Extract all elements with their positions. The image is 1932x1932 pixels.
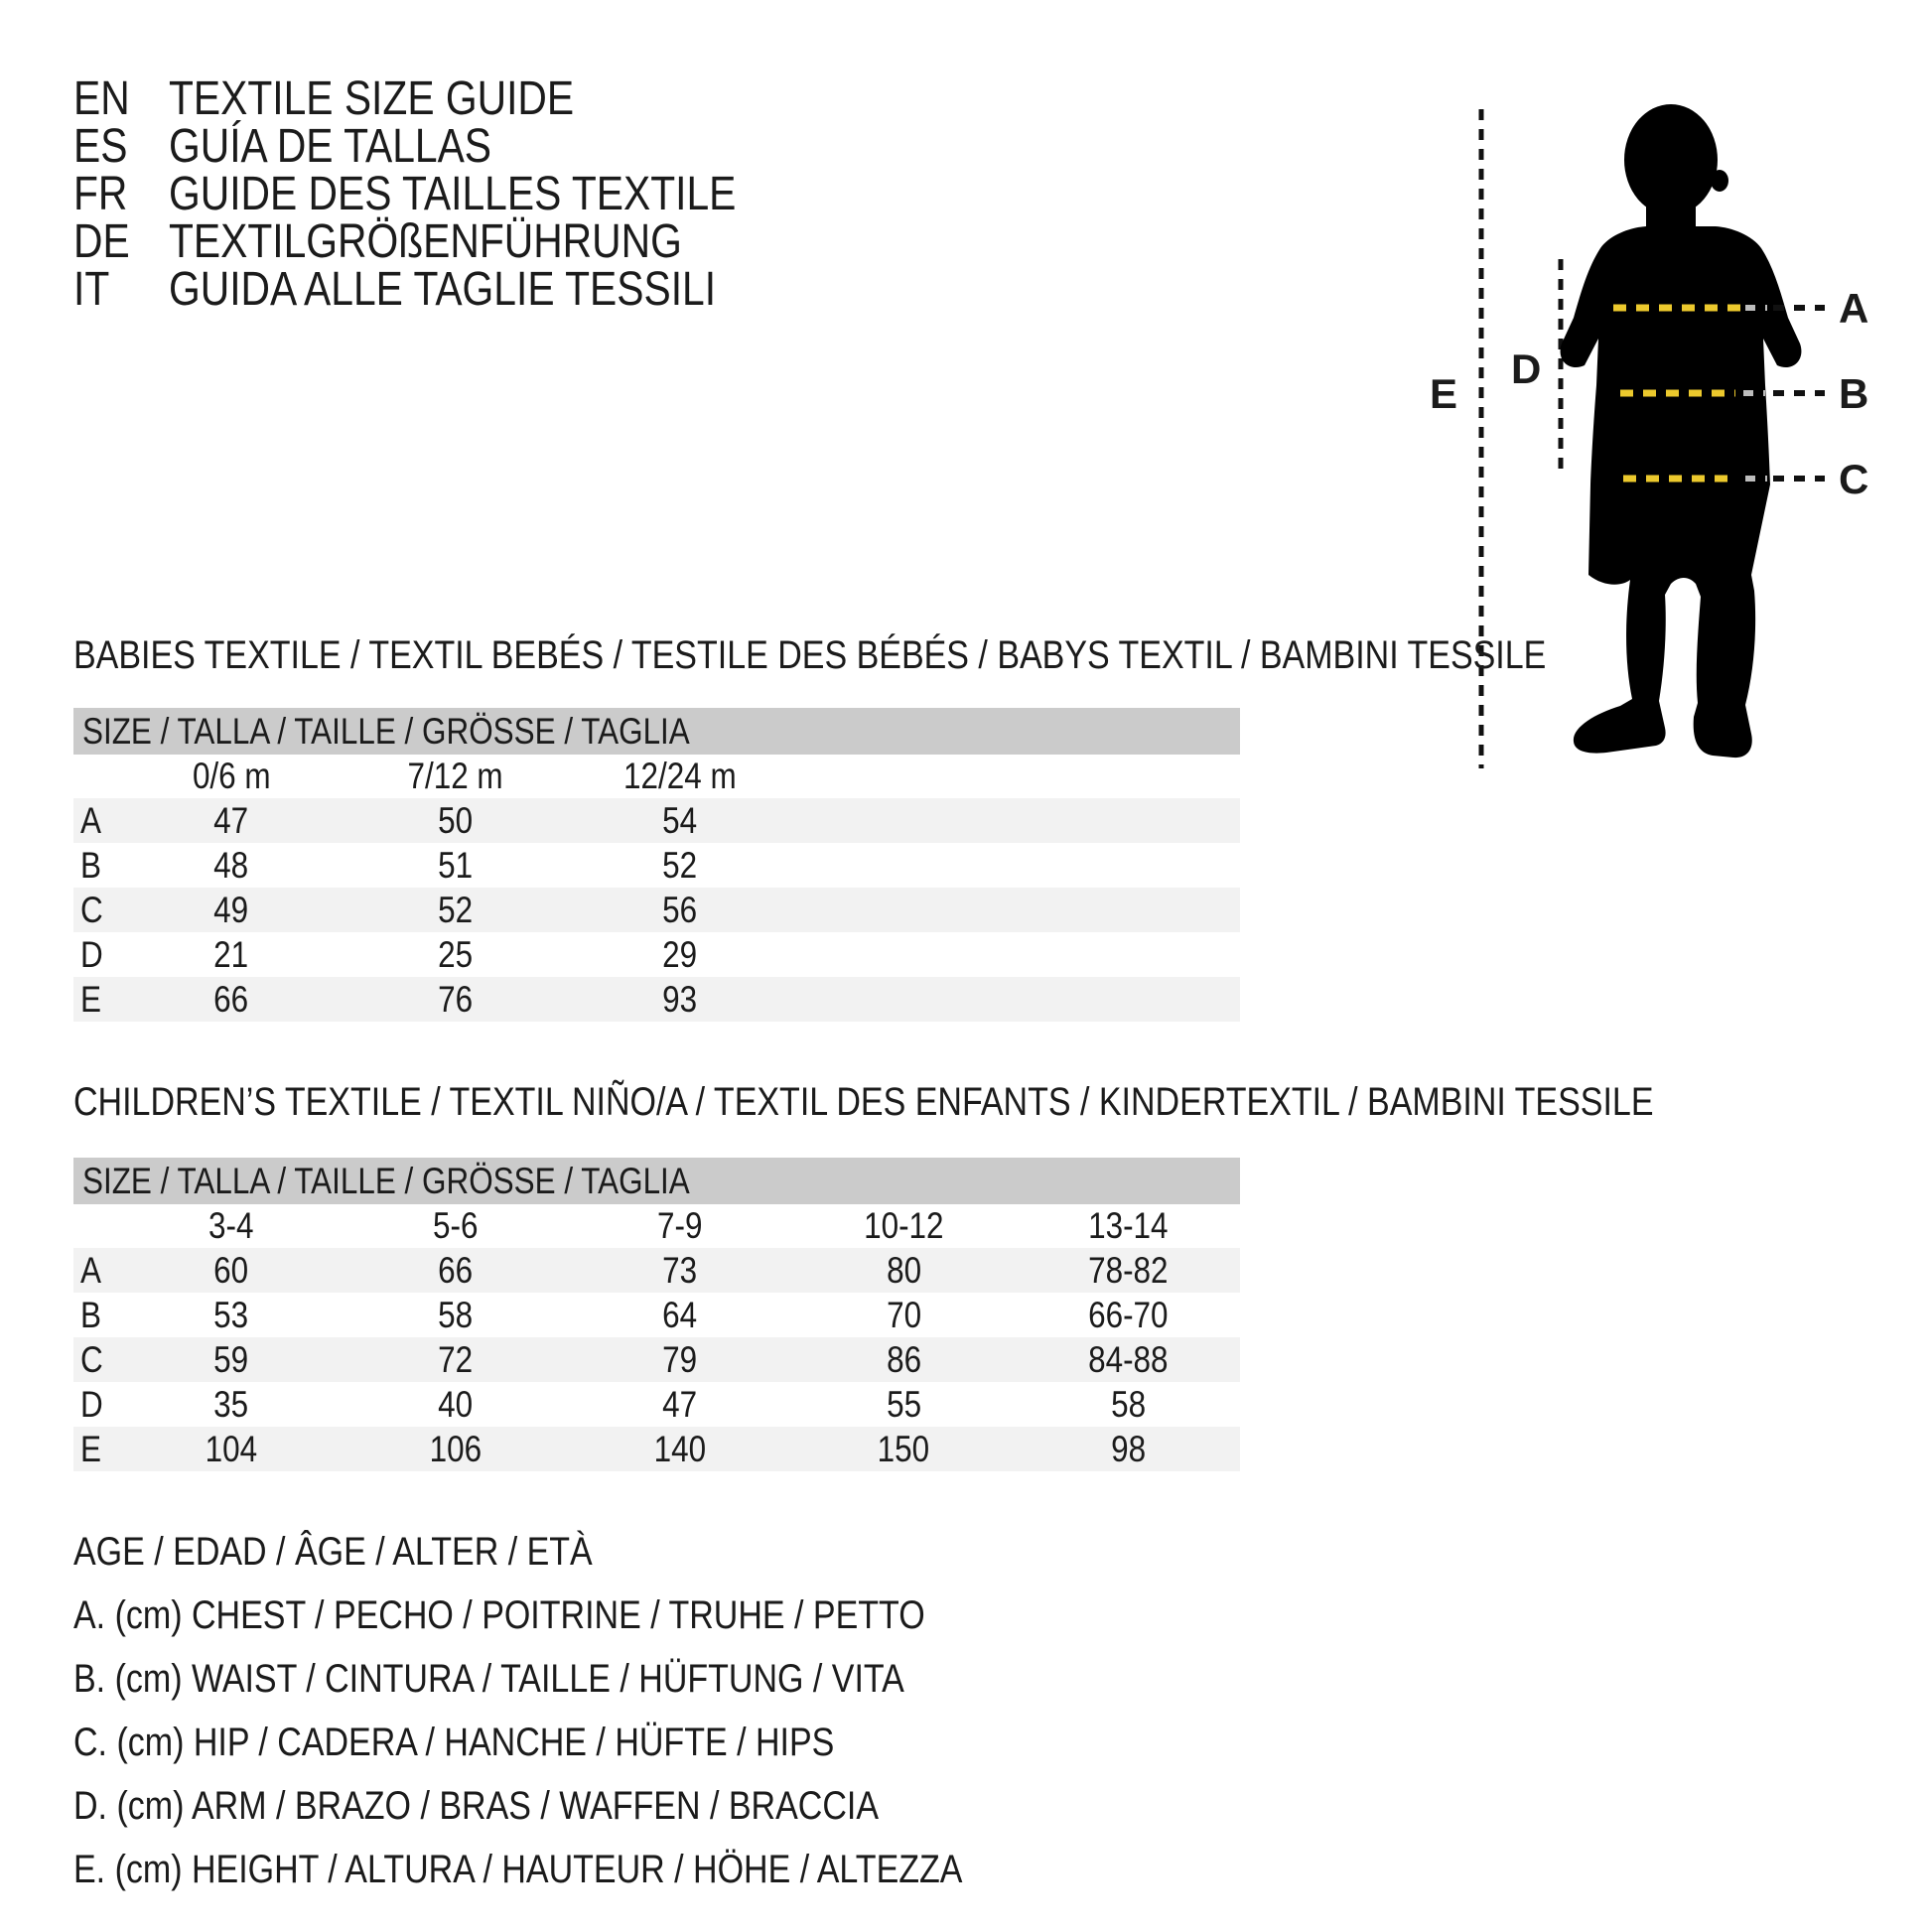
value-cell — [1016, 979, 1240, 1021]
legend-line — [73, 1520, 1119, 1584]
row-label-text: C — [80, 889, 103, 930]
table-row — [73, 1293, 1240, 1337]
value-cell — [119, 1429, 344, 1470]
value-cell-text: 93 — [661, 978, 697, 1020]
babies-size-table — [73, 708, 1240, 1022]
children-table-header-bar — [73, 1158, 1240, 1204]
table-row — [73, 932, 1240, 977]
value-cell — [791, 845, 1016, 887]
row-label-text: A — [80, 1249, 101, 1291]
row-label — [73, 1429, 119, 1470]
value-cell-text: 58 — [1110, 1383, 1146, 1425]
language-code — [73, 263, 169, 316]
value-cell — [791, 800, 1016, 842]
value-cell-text: 35 — [213, 1383, 249, 1425]
language-code-text: ES — [73, 120, 128, 173]
value-cell-text: 59 — [213, 1338, 249, 1380]
figure-label-chest: A — [1839, 285, 1869, 332]
measurement-legend — [73, 1520, 1119, 1901]
value-cell — [119, 800, 344, 842]
column-header — [119, 756, 344, 797]
column-header — [568, 756, 792, 797]
figure-label-arm: D — [1511, 345, 1542, 392]
value-cell — [791, 934, 1016, 976]
table-row — [73, 888, 1240, 932]
value-cell-text: 40 — [438, 1383, 474, 1425]
value-cell — [791, 1384, 1016, 1426]
size-figure — [1410, 58, 1932, 797]
table-row — [73, 977, 1240, 1022]
table-row — [73, 1382, 1240, 1427]
value-cell — [344, 800, 568, 842]
value-cell — [1016, 845, 1240, 887]
value-cell — [1016, 934, 1240, 976]
column-header — [1016, 1205, 1240, 1247]
value-cell — [1016, 890, 1240, 931]
column-header — [344, 1205, 568, 1247]
column-header — [791, 756, 1016, 797]
value-cell-text: 73 — [661, 1249, 697, 1291]
value-cell — [568, 1250, 792, 1292]
value-cell-text: 79 — [661, 1338, 697, 1380]
value-cell-text: 64 — [661, 1294, 697, 1335]
row-label-text: C — [80, 1338, 103, 1380]
value-cell — [344, 1339, 568, 1381]
value-cell — [119, 1384, 344, 1426]
language-row — [73, 215, 836, 268]
column-header-spacer — [73, 1205, 119, 1247]
child-silhouette-icon — [1410, 58, 1932, 797]
row-label-text: A — [80, 799, 101, 841]
language-code-text: DE — [73, 215, 130, 268]
value-cell — [119, 1339, 344, 1381]
legend-line-text: C. (cm) HIP / CADERA / HANCHE / HÜFTE / HIPS — [73, 1721, 835, 1764]
babies-table-header-bar — [73, 708, 1240, 755]
value-cell — [791, 1250, 1016, 1292]
row-label — [73, 1384, 119, 1426]
value-cell — [344, 1250, 568, 1292]
language-code — [73, 120, 169, 173]
figure-label-hip: C — [1839, 456, 1869, 502]
value-cell — [119, 979, 344, 1021]
value-cell-text: 54 — [661, 799, 697, 841]
table-row — [73, 798, 1240, 843]
value-cell — [1016, 1384, 1240, 1426]
value-cell — [568, 979, 792, 1021]
value-cell-text: 50 — [438, 799, 474, 841]
value-cell-text: 25 — [438, 933, 474, 975]
table-row — [73, 1248, 1240, 1293]
value-cell-text: 86 — [886, 1338, 921, 1380]
legend-line-text: D. (cm) ARM / BRAZO / BRAS / WAFFEN / BRACCIA — [73, 1784, 880, 1828]
value-cell — [344, 934, 568, 976]
children-heading-text: CHILDREN’S TEXTILE / TEXTIL NIÑO/A / TEXTIL DES ENFANTS / KINDERTEXTIL / BAMBINI TESSILE — [73, 1080, 1654, 1124]
row-label-text: B — [80, 1294, 101, 1335]
value-cell-text: 66 — [438, 1249, 474, 1291]
value-cell — [1016, 800, 1240, 842]
language-title — [169, 120, 548, 173]
value-cell-text: 98 — [1110, 1428, 1146, 1469]
row-label — [73, 1250, 119, 1292]
language-row — [73, 120, 836, 173]
row-label — [73, 1295, 119, 1336]
column-header-text: 5-6 — [432, 1205, 479, 1246]
children-table-body — [73, 1248, 1240, 1471]
legend-line — [73, 1774, 1119, 1838]
row-label — [73, 845, 119, 887]
legend-line — [73, 1838, 1119, 1901]
value-cell — [119, 845, 344, 887]
value-cell-text: 104 — [205, 1428, 258, 1469]
value-cell — [119, 1295, 344, 1336]
value-cell — [568, 890, 792, 931]
value-cell — [791, 979, 1016, 1021]
value-cell-text: 52 — [438, 889, 474, 930]
legend-line — [73, 1711, 1119, 1774]
row-label-text: E — [80, 978, 101, 1020]
value-cell — [791, 1295, 1016, 1336]
legend-line-text: E. (cm) HEIGHT / ALTURA / HAUTEUR / HÖHE / ALTEZZA — [73, 1848, 963, 1891]
value-cell-text: 84-88 — [1087, 1338, 1169, 1380]
value-cell — [1016, 1295, 1240, 1336]
language-title-text: TEXTILGRÖßENFÜHRUNG — [169, 215, 682, 268]
language-code — [73, 168, 169, 220]
language-title-text: GUIDE DES TAILLES TEXTILE — [169, 168, 737, 220]
value-cell-text: 48 — [213, 844, 249, 886]
legend-line — [73, 1647, 1119, 1711]
value-cell — [119, 890, 344, 931]
row-label — [73, 1339, 119, 1381]
column-header-text: 7-9 — [656, 1205, 703, 1246]
language-title-block — [73, 72, 836, 316]
column-header-text: 12/24 m — [622, 756, 737, 796]
table-row — [73, 1337, 1240, 1382]
column-header — [119, 1205, 344, 1247]
value-cell — [344, 1384, 568, 1426]
language-code-text: FR — [73, 168, 128, 220]
value-cell — [1016, 1339, 1240, 1381]
language-title — [169, 72, 645, 125]
column-header-text: 3-4 — [208, 1205, 254, 1246]
row-label — [73, 890, 119, 931]
row-label — [73, 934, 119, 976]
value-cell-text: 47 — [661, 1383, 697, 1425]
language-title — [169, 168, 836, 220]
value-cell-text: 80 — [886, 1249, 921, 1291]
value-cell — [568, 1384, 792, 1426]
row-label-text: D — [80, 933, 103, 975]
figure-label-waist: B — [1839, 370, 1869, 417]
language-title — [169, 215, 772, 268]
column-header — [344, 756, 568, 797]
value-cell — [119, 1250, 344, 1292]
value-cell-text: 72 — [438, 1338, 474, 1380]
value-cell — [344, 890, 568, 931]
value-cell — [344, 845, 568, 887]
language-row — [73, 168, 836, 220]
size-header-label: SIZE / TALLA / TAILLE / GRÖSSE / TAGLIA — [82, 1161, 690, 1201]
babies-heading-text: BABIES TEXTILE / TEXTIL BEBÉS / TESTILE DES BÉBÉS / BABYS TEXTIL / BAMBINI TESSILE — [73, 633, 1547, 677]
value-cell — [1016, 1429, 1240, 1470]
babies-column-header-row — [73, 755, 1240, 798]
value-cell — [568, 845, 792, 887]
value-cell-text: 55 — [886, 1383, 921, 1425]
legend-line-text: B. (cm) WAIST / CINTURA / TAILLE / HÜFTUNG / VITA — [73, 1657, 904, 1701]
column-header-text: 13-14 — [1087, 1205, 1169, 1246]
language-row — [73, 72, 836, 125]
legend-line-text: AGE / EDAD / ÂGE / ALTER / ETÀ — [73, 1530, 593, 1574]
value-cell — [119, 934, 344, 976]
value-cell — [568, 1295, 792, 1336]
value-cell-text: 52 — [661, 844, 697, 886]
babies-section-heading — [73, 633, 1806, 677]
children-section-heading — [73, 1080, 1932, 1124]
language-code-text: EN — [73, 72, 130, 125]
language-title-text: GUÍA DE TALLAS — [169, 120, 492, 173]
row-label — [73, 979, 119, 1021]
value-cell-text: 29 — [661, 933, 697, 975]
language-code — [73, 72, 169, 125]
value-cell — [568, 800, 792, 842]
column-header-text: 0/6 m — [192, 756, 271, 796]
value-cell-text: 60 — [213, 1249, 249, 1291]
language-title — [169, 263, 812, 316]
value-cell — [791, 890, 1016, 931]
value-cell-text: 21 — [213, 933, 249, 975]
legend-line-text: A. (cm) CHEST / PECHO / POITRINE / TRUHE / PETTO — [73, 1593, 925, 1637]
size-header-label: SIZE / TALLA / TAILLE / GRÖSSE / TAGLIA — [82, 711, 690, 752]
value-cell — [1016, 1250, 1240, 1292]
language-title-text: TEXTILE SIZE GUIDE — [169, 72, 575, 125]
value-cell-text: 51 — [438, 844, 474, 886]
babies-table-body — [73, 798, 1240, 1022]
value-cell-text: 106 — [429, 1428, 482, 1469]
row-label-text: D — [80, 1383, 103, 1425]
value-cell-text: 76 — [438, 978, 474, 1020]
value-cell — [344, 979, 568, 1021]
figure-label-height: E — [1430, 370, 1458, 417]
value-cell — [568, 1429, 792, 1470]
value-cell-text: 150 — [878, 1428, 930, 1469]
children-column-header-row — [73, 1204, 1240, 1248]
value-cell-text: 49 — [213, 889, 249, 930]
children-size-table — [73, 1158, 1240, 1471]
value-cell-text: 78-82 — [1087, 1249, 1169, 1291]
value-cell-text: 53 — [213, 1294, 249, 1335]
table-row — [73, 1427, 1240, 1471]
row-label-text: B — [80, 844, 101, 886]
value-cell-text: 47 — [213, 799, 249, 841]
value-cell-text: 56 — [661, 889, 697, 930]
column-header — [568, 1205, 792, 1247]
value-cell-text: 140 — [653, 1428, 706, 1469]
table-row — [73, 843, 1240, 888]
value-cell — [344, 1429, 568, 1470]
value-cell — [568, 934, 792, 976]
row-label — [73, 800, 119, 842]
language-row — [73, 263, 836, 316]
value-cell-text: 66 — [213, 978, 249, 1020]
language-code-text: IT — [73, 263, 110, 316]
value-cell-text: 70 — [886, 1294, 921, 1335]
language-title-text: GUIDA ALLE TAGLIE TESSILI — [169, 263, 717, 316]
value-cell — [568, 1339, 792, 1381]
value-cell-text: 66-70 — [1087, 1294, 1169, 1335]
column-header — [791, 1205, 1016, 1247]
value-cell — [791, 1429, 1016, 1470]
value-cell — [791, 1339, 1016, 1381]
value-cell — [344, 1295, 568, 1336]
column-header-spacer — [73, 756, 119, 797]
column-header-text: 7/12 m — [407, 756, 503, 796]
row-label-text: E — [80, 1428, 101, 1469]
language-code — [73, 215, 169, 268]
legend-line — [73, 1584, 1119, 1647]
value-cell-text: 58 — [438, 1294, 474, 1335]
column-header-text: 10-12 — [864, 1205, 944, 1246]
column-header — [1016, 756, 1240, 797]
